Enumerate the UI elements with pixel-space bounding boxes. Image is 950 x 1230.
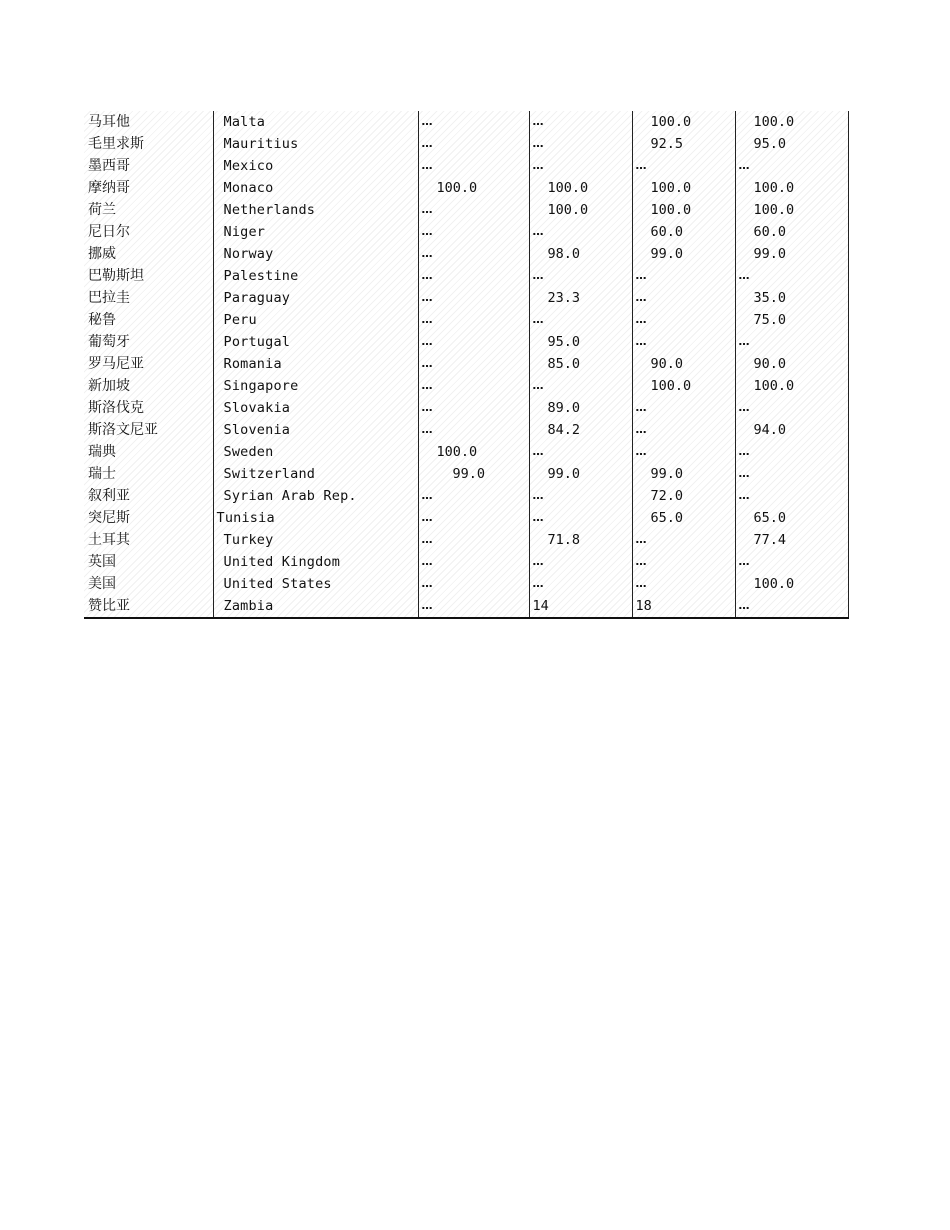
- value-cell: 99.0: [529, 463, 632, 485]
- value-cell: …: [418, 595, 529, 618]
- country-name-chinese: 荷兰: [88, 202, 116, 218]
- value-cell: 23.3: [529, 287, 632, 309]
- value-cell: …: [529, 221, 632, 243]
- value-cell: …: [529, 485, 632, 507]
- country-name-chinese: 突尼斯: [88, 510, 130, 526]
- value-cell: …: [735, 551, 848, 573]
- value-cell: 90.0: [632, 353, 735, 375]
- value-cell: …: [632, 287, 735, 309]
- table-row: [84, 199, 848, 221]
- country-name-english: United States: [213, 573, 418, 595]
- value-cell: …: [632, 419, 735, 441]
- value-cell: 99.0: [632, 243, 735, 265]
- value-cell: …: [735, 397, 848, 419]
- data-sheet: [84, 111, 848, 619]
- value-cell: 100.0: [735, 573, 848, 595]
- value-cell: …: [632, 265, 735, 287]
- value-cell: …: [418, 353, 529, 375]
- value-cell: …: [529, 375, 632, 397]
- country-name-chinese: 巴拉圭: [88, 290, 130, 306]
- value-cell: …: [735, 155, 848, 177]
- value-cell: 100.0: [632, 177, 735, 199]
- value-cell: …: [529, 573, 632, 595]
- value-cell: …: [529, 111, 632, 133]
- country-name-chinese: 斯洛文尼亚: [88, 422, 158, 438]
- country-name-chinese: 秘鲁: [88, 312, 116, 328]
- value-cell: …: [735, 265, 848, 287]
- table-row: [84, 177, 848, 199]
- table-row: [84, 353, 848, 375]
- value-cell: …: [418, 199, 529, 221]
- value-cell: 85.0: [529, 353, 632, 375]
- value-cell: 65.0: [632, 507, 735, 529]
- country-name-english: Slovakia: [213, 397, 418, 419]
- value-cell: 75.0: [735, 309, 848, 331]
- table-row: [84, 221, 848, 243]
- value-cell: 100.0: [418, 177, 529, 199]
- table-row: [84, 419, 848, 441]
- country-name-english: Turkey: [213, 529, 418, 551]
- table-row: [84, 485, 848, 507]
- country-name-chinese: 尼日尔: [88, 224, 130, 240]
- value-cell: …: [418, 573, 529, 595]
- value-cell: …: [632, 551, 735, 573]
- value-cell: …: [735, 595, 848, 618]
- value-cell: …: [529, 265, 632, 287]
- table-row: [84, 155, 848, 177]
- value-cell: 77.4: [735, 529, 848, 551]
- value-cell: 95.0: [529, 331, 632, 353]
- country-name-chinese: 赞比亚: [84, 595, 213, 618]
- value-cell: …: [529, 133, 632, 155]
- country-name-english: Malta: [213, 111, 418, 133]
- country-name-chinese: 土耳其: [88, 532, 130, 548]
- value-cell: …: [735, 441, 848, 463]
- table-row: [84, 265, 848, 287]
- country-name-english: Norway: [213, 243, 418, 265]
- value-cell: …: [418, 243, 529, 265]
- country-name-chinese: 墨西哥: [88, 158, 130, 174]
- value-cell: …: [632, 573, 735, 595]
- country-name-english: Tunisia: [213, 507, 418, 529]
- table-row: [84, 529, 848, 551]
- country-name-english: Switzerland: [213, 463, 418, 485]
- value-cell: 99.0: [418, 463, 529, 485]
- country-name-english: Slovenia: [213, 419, 418, 441]
- table-row: [84, 441, 848, 463]
- country-name-english: Peru: [213, 309, 418, 331]
- value-cell: …: [632, 155, 735, 177]
- value-cell: …: [418, 309, 529, 331]
- country-name-english: Portugal: [213, 331, 418, 353]
- value-cell: 100.0: [529, 177, 632, 199]
- value-cell: …: [632, 529, 735, 551]
- value-cell: …: [632, 331, 735, 353]
- value-cell: 89.0: [529, 397, 632, 419]
- value-cell: …: [735, 485, 848, 507]
- value-cell: 100.0: [632, 375, 735, 397]
- country-name-english: Monaco: [213, 177, 418, 199]
- table-row: [84, 595, 848, 618]
- country-name-chinese: 摩纳哥: [88, 180, 130, 196]
- value-cell: …: [418, 221, 529, 243]
- value-cell: 98.0: [529, 243, 632, 265]
- value-cell: …: [418, 265, 529, 287]
- table-row: [84, 287, 848, 309]
- value-cell: …: [418, 287, 529, 309]
- country-name-english: Niger: [213, 221, 418, 243]
- country-name-chinese: 斯洛伐克: [88, 400, 144, 416]
- country-name-english: Paraguay: [213, 287, 418, 309]
- table-row: [84, 133, 848, 155]
- country-name-chinese: 毛里求斯: [88, 136, 144, 152]
- value-cell: 95.0: [735, 133, 848, 155]
- country-name-english: Zambia: [213, 595, 418, 618]
- table-row: [84, 243, 848, 265]
- table-body: [84, 111, 848, 618]
- table-row: [84, 397, 848, 419]
- value-cell: …: [529, 309, 632, 331]
- value-cell: …: [418, 111, 529, 133]
- value-cell: …: [632, 441, 735, 463]
- value-cell: 100.0: [418, 441, 529, 463]
- country-name-english: Netherlands: [213, 199, 418, 221]
- country-name-english: Palestine: [213, 265, 418, 287]
- value-cell: 100.0: [735, 375, 848, 397]
- value-cell: 35.0: [735, 287, 848, 309]
- value-cell: 84.2: [529, 419, 632, 441]
- table-row: [84, 309, 848, 331]
- value-cell: …: [418, 529, 529, 551]
- table-row: [84, 375, 848, 397]
- value-cell: …: [529, 441, 632, 463]
- country-name-chinese: 瑞典: [88, 444, 116, 460]
- table-row: [84, 331, 848, 353]
- country-name-english: Mauritius: [213, 133, 418, 155]
- value-cell: 100.0: [529, 199, 632, 221]
- table-row: [84, 507, 848, 529]
- value-cell: 72.0: [632, 485, 735, 507]
- value-cell: …: [632, 397, 735, 419]
- value-cell: 100.0: [735, 111, 848, 133]
- value-cell: 94.0: [735, 419, 848, 441]
- country-name-chinese: 挪威: [88, 246, 116, 262]
- table-row: [84, 111, 848, 133]
- value-cell: …: [735, 463, 848, 485]
- value-cell: 60.0: [632, 221, 735, 243]
- country-name-chinese: 葡萄牙: [88, 334, 130, 350]
- value-cell: 60.0: [735, 221, 848, 243]
- value-cell: …: [418, 133, 529, 155]
- country-data-table: [84, 111, 849, 619]
- value-cell: …: [418, 551, 529, 573]
- country-name-english: Singapore: [213, 375, 418, 397]
- value-cell: …: [418, 419, 529, 441]
- value-cell: …: [418, 375, 529, 397]
- table-row: [84, 573, 848, 595]
- value-cell: 65.0: [735, 507, 848, 529]
- value-cell: 99.0: [632, 463, 735, 485]
- value-cell: …: [418, 331, 529, 353]
- country-name-chinese: 瑞士: [88, 466, 116, 482]
- country-name-chinese: 英国: [88, 554, 116, 570]
- value-cell: …: [529, 507, 632, 529]
- country-name-chinese: 美国: [88, 576, 116, 592]
- value-cell: 18: [632, 595, 735, 618]
- value-cell: …: [418, 397, 529, 419]
- value-cell: …: [529, 155, 632, 177]
- value-cell: 71.8: [529, 529, 632, 551]
- country-name-english: Mexico: [213, 155, 418, 177]
- value-cell: …: [418, 507, 529, 529]
- value-cell: …: [418, 485, 529, 507]
- country-name-english: Syrian Arab Rep.: [213, 485, 418, 507]
- value-cell: …: [735, 331, 848, 353]
- country-name-chinese: 新加坡: [88, 378, 130, 394]
- value-cell: 14: [529, 595, 632, 618]
- country-name-chinese: 叙利亚: [88, 488, 130, 504]
- value-cell: …: [418, 155, 529, 177]
- value-cell: 90.0: [735, 353, 848, 375]
- value-cell: 100.0: [632, 111, 735, 133]
- value-cell: …: [529, 551, 632, 573]
- country-name-english: Romania: [213, 353, 418, 375]
- country-name-chinese: 马耳他: [88, 114, 130, 130]
- value-cell: 100.0: [735, 177, 848, 199]
- value-cell: 100.0: [632, 199, 735, 221]
- country-name-chinese: 巴勒斯坦: [88, 268, 144, 284]
- table-row: [84, 463, 848, 485]
- table-row: [84, 551, 848, 573]
- country-name-english: Sweden: [213, 441, 418, 463]
- value-cell: …: [632, 309, 735, 331]
- value-cell: 99.0: [735, 243, 848, 265]
- value-cell: 100.0: [735, 199, 848, 221]
- country-name-chinese: 罗马尼亚: [88, 356, 144, 372]
- country-name-english: United Kingdom: [213, 551, 418, 573]
- value-cell: 92.5: [632, 133, 735, 155]
